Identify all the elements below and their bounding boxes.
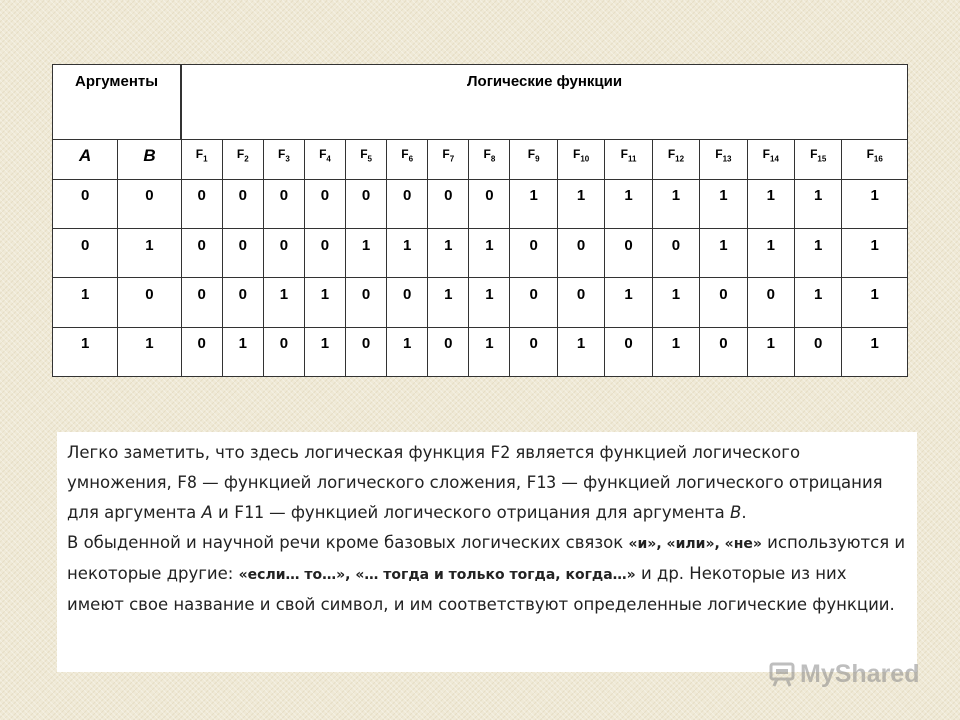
- cell-value: 1: [814, 286, 823, 303]
- arguments-header: Аргументы: [75, 73, 159, 90]
- cell-value: 0: [145, 286, 154, 303]
- function-value-cell: [263, 327, 304, 376]
- function-letter: F: [483, 147, 491, 162]
- cell-value: 1: [624, 187, 633, 205]
- p1-f13: F13: [526, 473, 557, 492]
- cell-value: 0: [529, 335, 538, 353]
- argument-value-cell: [118, 229, 181, 278]
- function-name: [360, 147, 372, 164]
- function-header-cell: [222, 140, 263, 179]
- function-index: 16: [873, 154, 883, 164]
- function-value-cell: [346, 327, 387, 376]
- cell-value: 1: [403, 335, 412, 353]
- function-header-cell: [428, 140, 469, 179]
- p1-text-3: — функцией логического сложения,: [196, 473, 527, 492]
- p1-arg-b: В: [730, 503, 742, 522]
- function-index: 7: [449, 154, 455, 164]
- arg-a-label: A: [79, 145, 92, 165]
- p1-f2: F2: [490, 443, 511, 462]
- function-header-cell: [605, 140, 652, 179]
- cell-value: 1: [485, 286, 494, 303]
- function-value-cell: [346, 229, 387, 278]
- table-row: [53, 229, 908, 278]
- function-value-cell: [387, 229, 428, 278]
- cell-value: 1: [320, 335, 330, 353]
- function-value-cell: [181, 278, 222, 327]
- cell-value: 0: [766, 286, 775, 303]
- function-value-cell: [557, 179, 604, 228]
- cell-value: 0: [197, 286, 206, 303]
- cell-value: 0: [529, 286, 538, 303]
- function-value-cell: [795, 179, 842, 228]
- function-name: [401, 147, 414, 164]
- function-index: 4: [326, 154, 331, 164]
- function-value-cell: [605, 278, 652, 327]
- function-value-cell: [181, 229, 222, 278]
- function-letter: F: [667, 147, 676, 162]
- function-value-cell: [469, 229, 510, 278]
- function-value-cell: [700, 179, 747, 228]
- explanation-paragraph-1: [67, 438, 907, 528]
- cell-value: 0: [624, 335, 633, 353]
- cell-value: 1: [403, 236, 412, 254]
- p1-text-1: Легко заметить, что здесь логическая функция: [67, 443, 491, 462]
- function-header-cell: [510, 140, 557, 179]
- argument-value-cell: [118, 179, 181, 228]
- function-header-cell: [652, 140, 699, 179]
- function-value-cell: [795, 229, 842, 278]
- function-value-cell: [747, 229, 794, 278]
- function-index: 14: [770, 154, 779, 164]
- argument-value-cell: [53, 327, 118, 376]
- p1-text-6: — функцией логического отрицания для аргумента: [263, 503, 731, 522]
- argument-value-cell: [53, 179, 118, 228]
- cell-value: 1: [671, 286, 681, 303]
- cell-value: 1: [444, 286, 453, 303]
- p2-other-connectives: «если… то…», «… тогда и только тогда, когда…»: [238, 567, 636, 583]
- functions-header: Логические функции: [467, 73, 623, 90]
- cell-value: 1: [870, 236, 879, 254]
- p1-text-7: .: [741, 503, 747, 522]
- argument-value-cell: [53, 278, 118, 327]
- function-value-cell: [428, 179, 469, 228]
- p2-text-2: используются и некоторые другие:: [67, 533, 906, 583]
- function-value-cell: [263, 278, 304, 327]
- function-letter: F: [572, 147, 581, 162]
- function-header-cell: [700, 140, 747, 179]
- function-value-cell: [181, 327, 222, 376]
- cell-value: 1: [361, 236, 371, 254]
- arguments-header-cell: [53, 65, 182, 140]
- cell-value: 1: [576, 187, 586, 205]
- cell-value: 1: [529, 187, 538, 205]
- p2-text-3: и др. Некоторые из них имеют свое название и свой символ, и им соответствуют определенные логические функции.: [67, 564, 895, 614]
- cell-value: 0: [576, 236, 586, 254]
- function-letter: F: [236, 147, 245, 162]
- cell-value: 1: [624, 286, 633, 303]
- cell-value: 1: [766, 335, 775, 353]
- function-value-cell: [222, 327, 263, 376]
- cell-value: 1: [870, 335, 879, 353]
- myshared-watermark: [768, 656, 919, 692]
- function-value-cell: [842, 327, 908, 376]
- function-letter: F: [762, 147, 770, 162]
- function-value-cell: [263, 179, 304, 228]
- function-value-cell: [747, 278, 794, 327]
- argument-value-cell: [118, 278, 181, 327]
- p1-arg-a: А: [201, 503, 213, 522]
- function-value-cell: [557, 278, 604, 327]
- cell-value: 0: [444, 187, 453, 205]
- cell-value: 1: [81, 335, 90, 353]
- cell-value: 0: [320, 236, 330, 254]
- function-name: [442, 147, 455, 164]
- function-value-cell: [469, 179, 510, 228]
- function-index: 13: [722, 154, 732, 164]
- function-value-cell: [304, 278, 345, 327]
- cell-value: 1: [719, 236, 728, 254]
- function-letter: F: [195, 147, 204, 162]
- cell-value: 0: [529, 236, 538, 254]
- cell-value: 1: [719, 187, 728, 205]
- cell-value: 0: [197, 187, 206, 205]
- function-header-cell: [842, 140, 908, 179]
- function-letter: F: [277, 147, 286, 162]
- cell-value: 0: [624, 236, 633, 254]
- function-name: [277, 147, 290, 164]
- function-value-cell: [700, 229, 747, 278]
- function-value-cell: [795, 327, 842, 376]
- cell-value: 0: [361, 187, 371, 205]
- function-letter: F: [319, 147, 327, 162]
- cell-value: 1: [766, 236, 775, 254]
- p1-text-5: и: [212, 503, 235, 522]
- function-index: 2: [244, 154, 249, 164]
- function-header-cell: [304, 140, 345, 179]
- cell-value: 0: [444, 335, 453, 353]
- function-index: 11: [627, 154, 637, 164]
- function-letter: F: [810, 147, 818, 162]
- function-value-cell: [510, 327, 557, 376]
- function-name: [810, 147, 827, 164]
- function-index: 8: [490, 154, 496, 164]
- function-value-cell: [700, 278, 747, 327]
- function-letter: F: [442, 147, 450, 162]
- functions-header-cell: [181, 65, 907, 140]
- function-value-cell: [700, 327, 747, 376]
- function-header-cell: [747, 140, 794, 179]
- function-name: [620, 147, 637, 164]
- cell-value: 0: [361, 335, 371, 353]
- function-value-cell: [605, 229, 652, 278]
- function-value-cell: [795, 278, 842, 327]
- watermark-text: MyShared: [800, 659, 920, 688]
- cell-value: 1: [81, 286, 90, 303]
- function-letter: F: [527, 147, 536, 162]
- function-value-cell: [428, 278, 469, 327]
- function-index: 9: [535, 154, 540, 164]
- function-letter: F: [401, 147, 409, 162]
- table-row: [53, 278, 908, 327]
- function-value-cell: [652, 327, 699, 376]
- cell-value: 0: [238, 236, 247, 254]
- cell-value: 1: [814, 187, 823, 205]
- function-letter: F: [866, 147, 874, 162]
- function-name: [715, 147, 732, 164]
- function-value-cell: [652, 229, 699, 278]
- function-value-cell: [387, 278, 428, 327]
- function-value-cell: [747, 179, 794, 228]
- function-value-cell: [469, 327, 510, 376]
- function-value-cell: [428, 327, 469, 376]
- cell-value: 1: [444, 236, 453, 254]
- cell-value: 0: [81, 187, 90, 205]
- cell-value: 1: [671, 335, 681, 353]
- function-index: 10: [580, 154, 590, 164]
- cell-value: 0: [485, 187, 494, 205]
- function-value-cell: [428, 229, 469, 278]
- function-value-cell: [510, 179, 557, 228]
- cell-value: 0: [238, 187, 247, 205]
- function-header-cell: [263, 140, 304, 179]
- p1-f8: F8: [177, 473, 197, 492]
- cell-value: 1: [145, 236, 154, 254]
- function-value-cell: [557, 327, 604, 376]
- cell-value: 0: [671, 236, 681, 254]
- function-value-cell: [747, 327, 794, 376]
- function-value-cell: [346, 179, 387, 228]
- cell-value: 1: [485, 236, 494, 254]
- table-row: [53, 327, 908, 376]
- function-header-cell: [469, 140, 510, 179]
- function-value-cell: [222, 229, 263, 278]
- function-header-cell: [557, 140, 604, 179]
- p1-text-2: является функцией логического умножения,: [67, 443, 801, 492]
- truth-table: [52, 64, 908, 377]
- cell-value: 0: [403, 187, 412, 205]
- p1-f11: F11: [234, 503, 264, 522]
- function-name: [483, 147, 496, 164]
- cell-value: 1: [238, 335, 247, 353]
- cell-value: 1: [870, 187, 879, 205]
- p2-text-1: В обыденной и научной речи кроме базовых логических связок: [67, 533, 629, 552]
- cell-value: 1: [766, 187, 775, 205]
- cell-value: 0: [81, 236, 90, 254]
- table-header-row: [53, 65, 908, 140]
- arg-a-cell: [53, 140, 118, 179]
- function-header-cell: [181, 140, 222, 179]
- function-letter: F: [620, 147, 628, 162]
- function-index: 3: [285, 154, 290, 164]
- function-index: 5: [367, 154, 372, 164]
- table-subheader-row: [53, 140, 908, 179]
- cell-value: 1: [576, 335, 586, 353]
- cell-value: 1: [485, 335, 494, 353]
- function-value-cell: [842, 229, 908, 278]
- function-header-cell: [346, 140, 387, 179]
- presentation-board-icon: [768, 660, 796, 688]
- cell-value: 0: [279, 335, 289, 353]
- cell-value: 1: [145, 335, 154, 353]
- cell-value: 1: [320, 286, 330, 303]
- function-value-cell: [842, 179, 908, 228]
- cell-value: 1: [870, 286, 879, 303]
- function-name: [527, 147, 540, 164]
- function-value-cell: [181, 179, 222, 228]
- cell-value: 0: [197, 335, 206, 353]
- function-value-cell: [387, 179, 428, 228]
- p2-basic-connectives: «и», «или», «не»: [628, 536, 762, 552]
- function-letter: F: [715, 147, 723, 162]
- cell-value: 0: [403, 286, 412, 303]
- function-value-cell: [510, 278, 557, 327]
- cell-value: 0: [279, 187, 289, 205]
- cell-value: 0: [719, 335, 728, 353]
- cell-value: 0: [814, 335, 823, 353]
- function-value-cell: [557, 229, 604, 278]
- table-row: [53, 179, 908, 228]
- function-name: [572, 147, 590, 164]
- arg-b-cell: [118, 140, 181, 179]
- function-name: [762, 147, 779, 164]
- function-name: [236, 147, 249, 164]
- cell-value: 0: [197, 236, 206, 254]
- function-value-cell: [304, 229, 345, 278]
- function-header-cell: [387, 140, 428, 179]
- cell-value: 1: [814, 236, 823, 254]
- arg-b-label: B: [143, 145, 156, 165]
- function-name: [319, 147, 331, 164]
- function-value-cell: [263, 229, 304, 278]
- truth-table-container: [52, 64, 908, 377]
- function-index: 15: [817, 154, 827, 164]
- function-index: 12: [675, 154, 685, 164]
- p1-text-4: — функцией логического отрицания для аргумента: [67, 473, 883, 522]
- function-name: [866, 147, 883, 164]
- argument-value-cell: [53, 229, 118, 278]
- argument-value-cell: [118, 327, 181, 376]
- function-name: [195, 147, 208, 164]
- function-value-cell: [346, 278, 387, 327]
- function-value-cell: [842, 278, 908, 327]
- function-value-cell: [652, 278, 699, 327]
- function-value-cell: [510, 229, 557, 278]
- function-index: 6: [408, 154, 414, 164]
- function-index: 1: [203, 154, 208, 164]
- function-header-cell: [795, 140, 842, 179]
- function-value-cell: [605, 327, 652, 376]
- cell-value: 0: [145, 187, 154, 205]
- function-letter: F: [360, 147, 368, 162]
- function-value-cell: [387, 327, 428, 376]
- explanation-text-box: [57, 432, 917, 672]
- cell-value: 0: [320, 187, 330, 205]
- function-value-cell: [304, 327, 345, 376]
- cell-value: 0: [361, 286, 371, 303]
- function-value-cell: [469, 278, 510, 327]
- function-value-cell: [304, 179, 345, 228]
- explanation-paragraph-2: [67, 528, 907, 620]
- cell-value: 0: [238, 286, 247, 303]
- cell-value: 0: [576, 286, 586, 303]
- function-value-cell: [222, 278, 263, 327]
- function-name: [667, 147, 685, 164]
- cell-value: 0: [719, 286, 728, 303]
- function-value-cell: [222, 179, 263, 228]
- cell-value: 0: [279, 236, 289, 254]
- cell-value: 1: [671, 187, 681, 205]
- cell-value: 1: [279, 286, 289, 303]
- function-value-cell: [605, 179, 652, 228]
- function-value-cell: [652, 179, 699, 228]
